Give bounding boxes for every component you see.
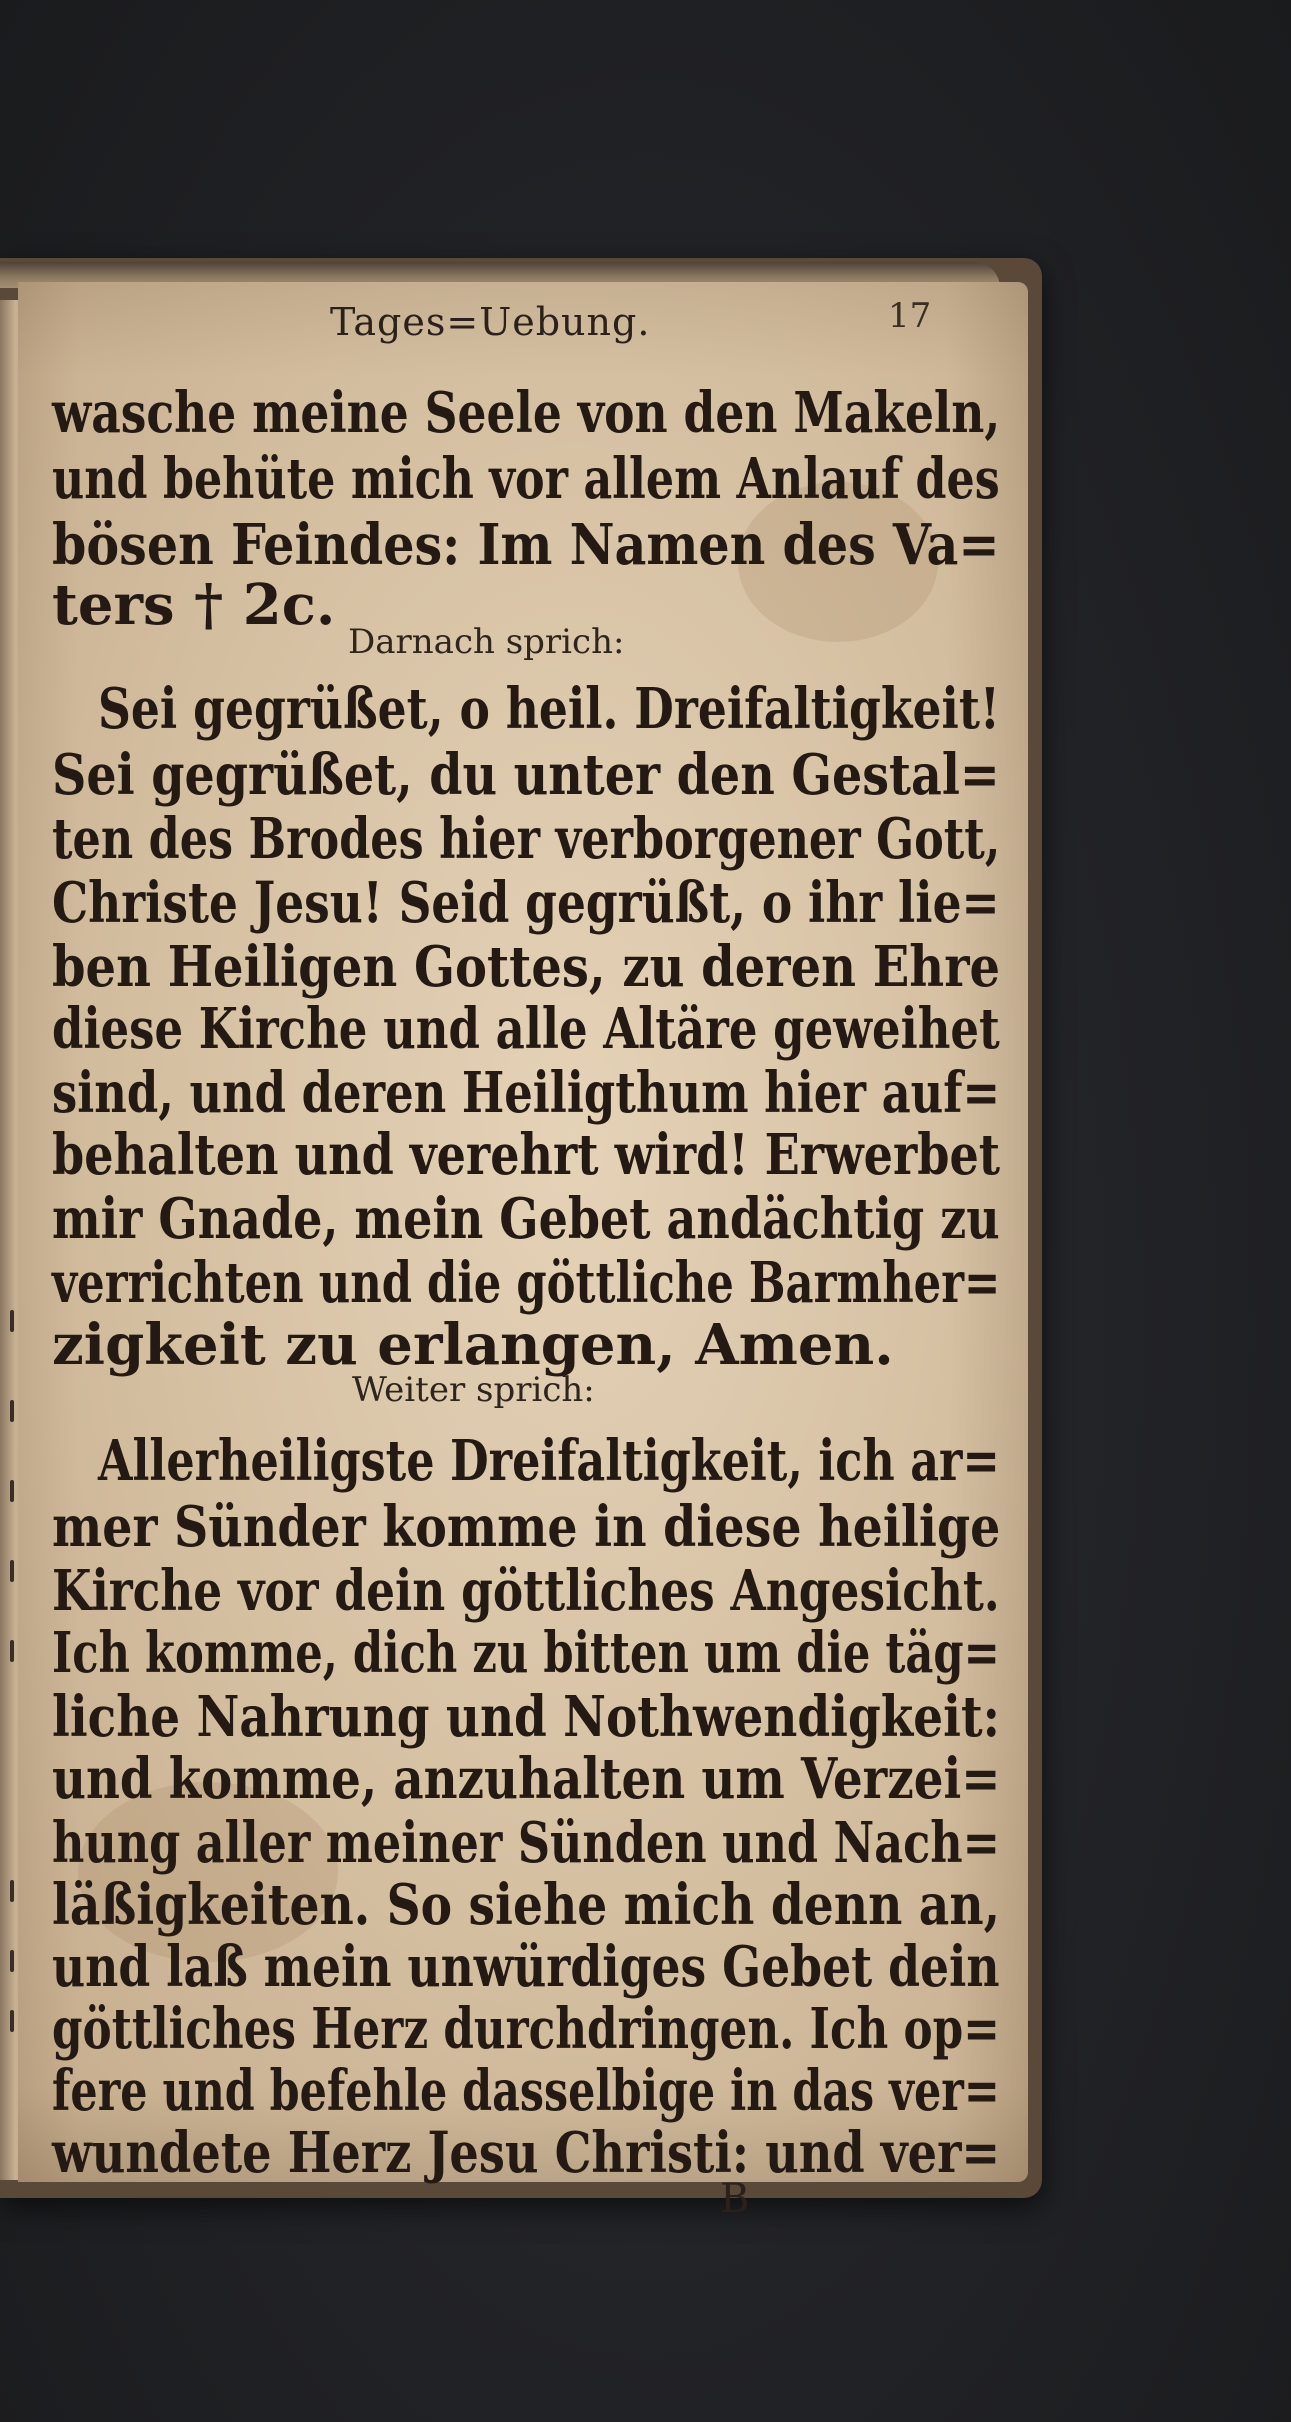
text-line: Sei gegrüßet, du unter den Gestal= [52,742,1000,808]
text-line: Christe Jesu! Seid gegrüßt, o ihr lie= [52,870,1000,936]
margin-mark [10,1560,14,1582]
text-line: zigkeit zu erlangen, Amen. [52,1312,894,1378]
text-line: ten des Brodes hier verborgener Gott, [52,806,1001,872]
margin-mark [10,2010,14,2032]
text-line: Ich komme, dich zu bitten um die täg= [52,1620,1000,1686]
rubric-darnach-sprich: Darnach sprich: [348,622,625,662]
text-line: und komme, anzuhalten um Verzei= [52,1746,1001,1812]
text-line: liche Nahrung und Nothwendigkeit: [52,1684,1000,1750]
rubric-weiter-sprich: Weiter sprich: [352,1370,595,1410]
text-line: ben Heiligen Gottes, zu deren Ehre [52,934,1001,1000]
running-head: Tages=Uebung. [330,300,651,344]
text-line: mer Sünder komme in diese heilige [52,1494,1001,1560]
text-line: und behüte mich vor allem Anlauf des [52,446,1000,512]
margin-mark [10,1400,14,1422]
text-line: fere und befehle dasselbige in das ver= [52,2058,1000,2124]
text-line: bösen Feindes: Im Namen des Va= [52,512,1000,578]
text-line: läßigkeiten. So siehe mich denn an, [52,1872,1001,1938]
margin-mark [10,1880,14,1902]
margin-mark [10,1480,14,1502]
text-line: diese Kirche und alle Altäre geweihet [52,996,1000,1062]
text-line: behalten und verehrt wird! Erwerbet [52,1122,1001,1188]
margin-mark [10,1950,14,1972]
text-line: göttliches Herz durchdringen. Ich op= [52,1996,1000,2062]
text-line: hung aller meiner Sünden und Nach= [52,1810,1000,1876]
text-line: und laß mein unwürdiges Gebet dein [52,1934,1000,2000]
text-line: Kirche vor dein göttliches Angesicht. [52,1558,1000,1624]
text-line: Sei gegrüßet, o heil. Dreifaltigkeit! [98,676,1000,742]
text-line: Allerheiligste Dreifaltigkeit, ich ar= [98,1428,1000,1494]
text-line: ters † 2c. [52,572,336,638]
text-line: sind, und deren Heiligthum hier auf= [52,1060,1001,1126]
text-line: verrichten und die göttliche Barmher= [52,1250,1001,1316]
signature-mark: B [720,2176,750,2222]
margin-mark [10,1640,14,1662]
margin-mark [10,1310,14,1332]
text-line: wundete Herz Jesu Christi: und ver= [52,2120,1001,2186]
text-line: wasche meine Seele von den Makeln, [52,380,1001,446]
text-line: mir Gnade, mein Gebet andächtig zu [52,1186,1000,1252]
page-number: 17 [888,296,932,336]
